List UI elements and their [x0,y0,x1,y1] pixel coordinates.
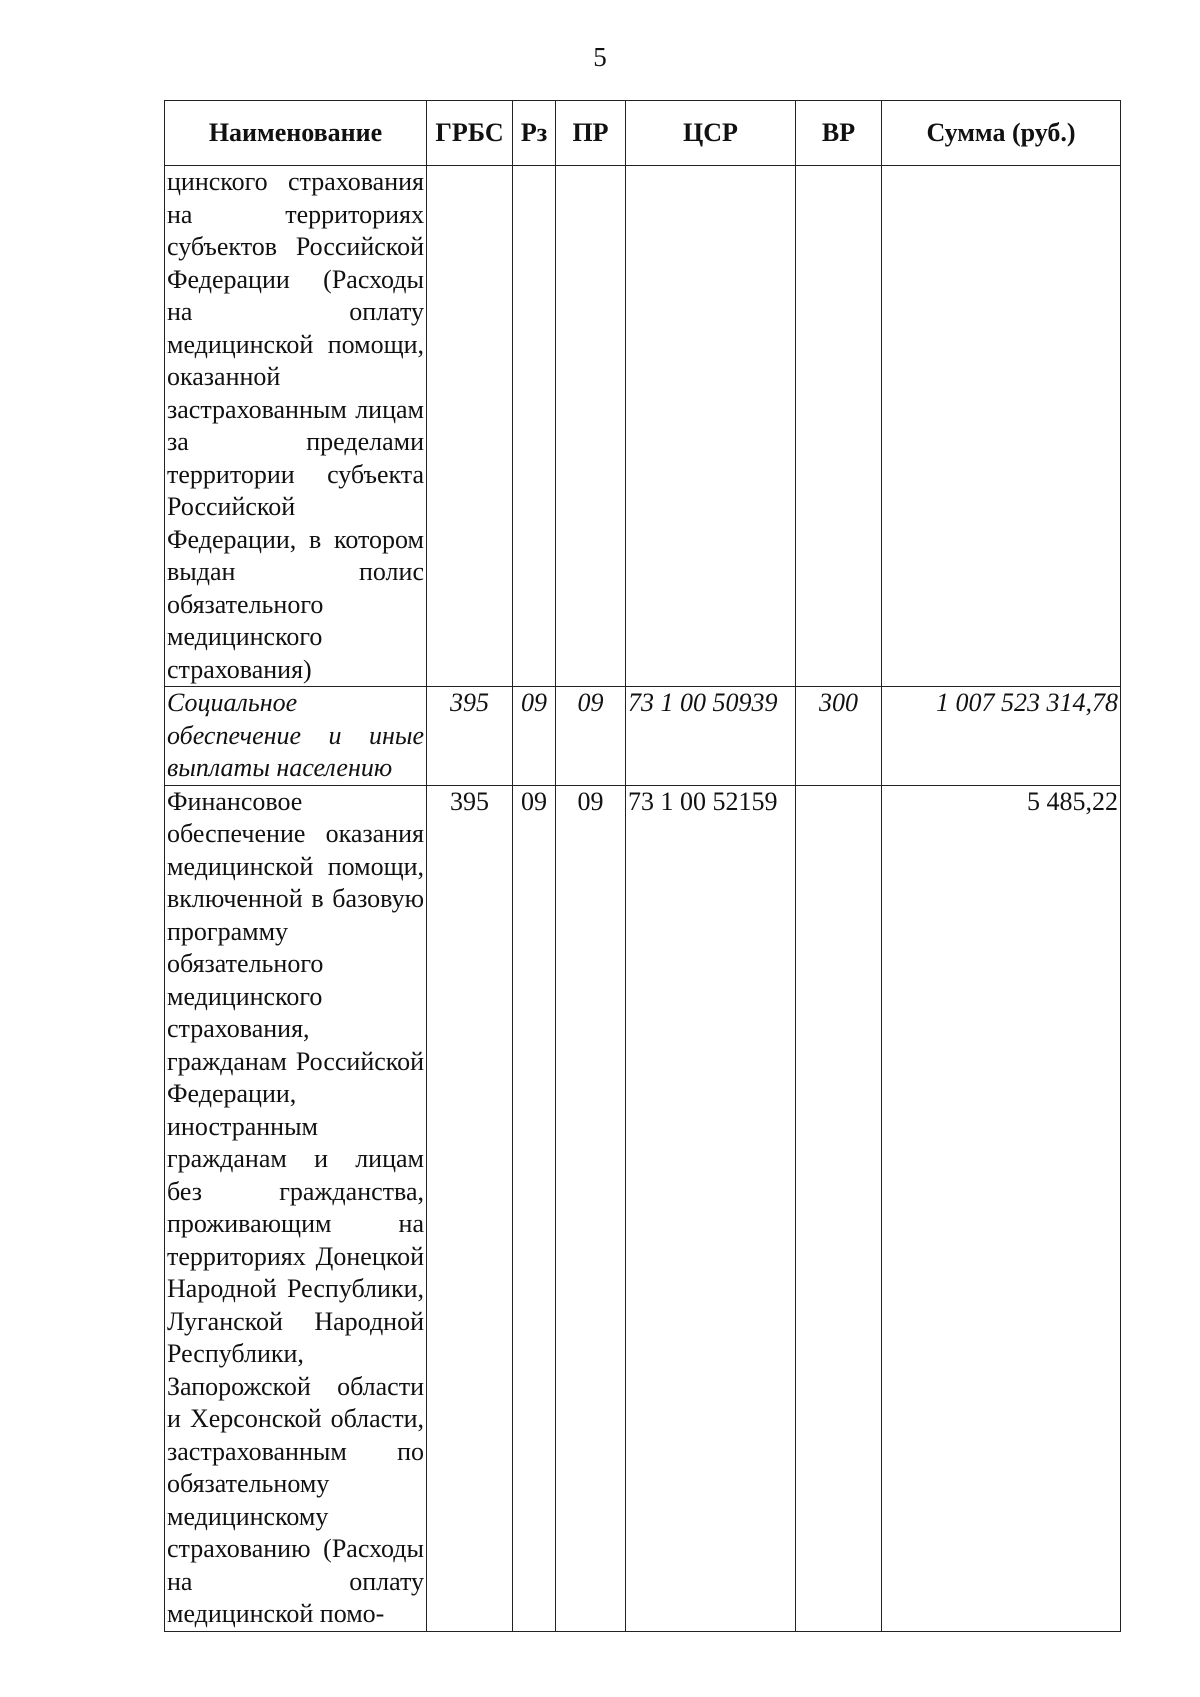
table-row [165,687,1121,786]
header-sum: Сумма (руб.) [882,101,1121,166]
row-grbs: 395 [427,785,513,1631]
row-csr: 73 1 00 52159 [626,785,796,1631]
row-rz [513,166,556,687]
row-name: Финансовое обеспечение оказания медицинской помощи, включенной в базовую программу обязательного медицинского страхования, гражданам Российской Федерации, иностранным гражданам и лицам без гражданства, проживающим на территориях Донецкой Народной Республики, Луганской Народной Республики, Запорожской области и Херсонской области, застрахованным по обязательному медицинскому страхованию (Расходы на оплату медицинской помо- [165,785,427,1631]
header-name: Наименование [165,101,427,166]
row-name: Социальное обеспечение и иные выплаты населению [165,687,427,786]
budget-table [164,100,1121,1632]
header-pr: ПР [556,101,626,166]
table-row [165,166,1121,687]
header-csr: ЦСР [626,101,796,166]
row-pr [556,166,626,687]
row-csr: 73 1 00 50939 [626,687,796,786]
row-sum [882,166,1121,687]
header-rz: Рз [513,101,556,166]
row-sum: 1 007 523 314,78 [882,687,1121,786]
row-grbs [427,166,513,687]
row-vr: 300 [796,687,882,786]
header-grbs: ГРБС [427,101,513,166]
row-pr: 09 [556,687,626,786]
table-row [165,785,1121,1631]
row-name: цинского страхования на территориях субъектов Российской Федерации (Расходы на оплату медицинской помощи, оказанной застрахованным лицам за пределами территории субъекта Российской Федерации, в котором выдан полис обязательного медицинского страхования) [165,166,427,687]
row-vr [796,166,882,687]
row-rz: 09 [513,687,556,786]
page-number: 5 [593,42,607,72]
row-grbs: 395 [427,687,513,786]
row-sum: 5 485,22 [882,785,1121,1631]
header-vr: ВР [796,101,882,166]
row-vr [796,785,882,1631]
header-row [165,101,1121,166]
row-csr [626,166,796,687]
row-pr: 09 [556,785,626,1631]
row-rz: 09 [513,785,556,1631]
